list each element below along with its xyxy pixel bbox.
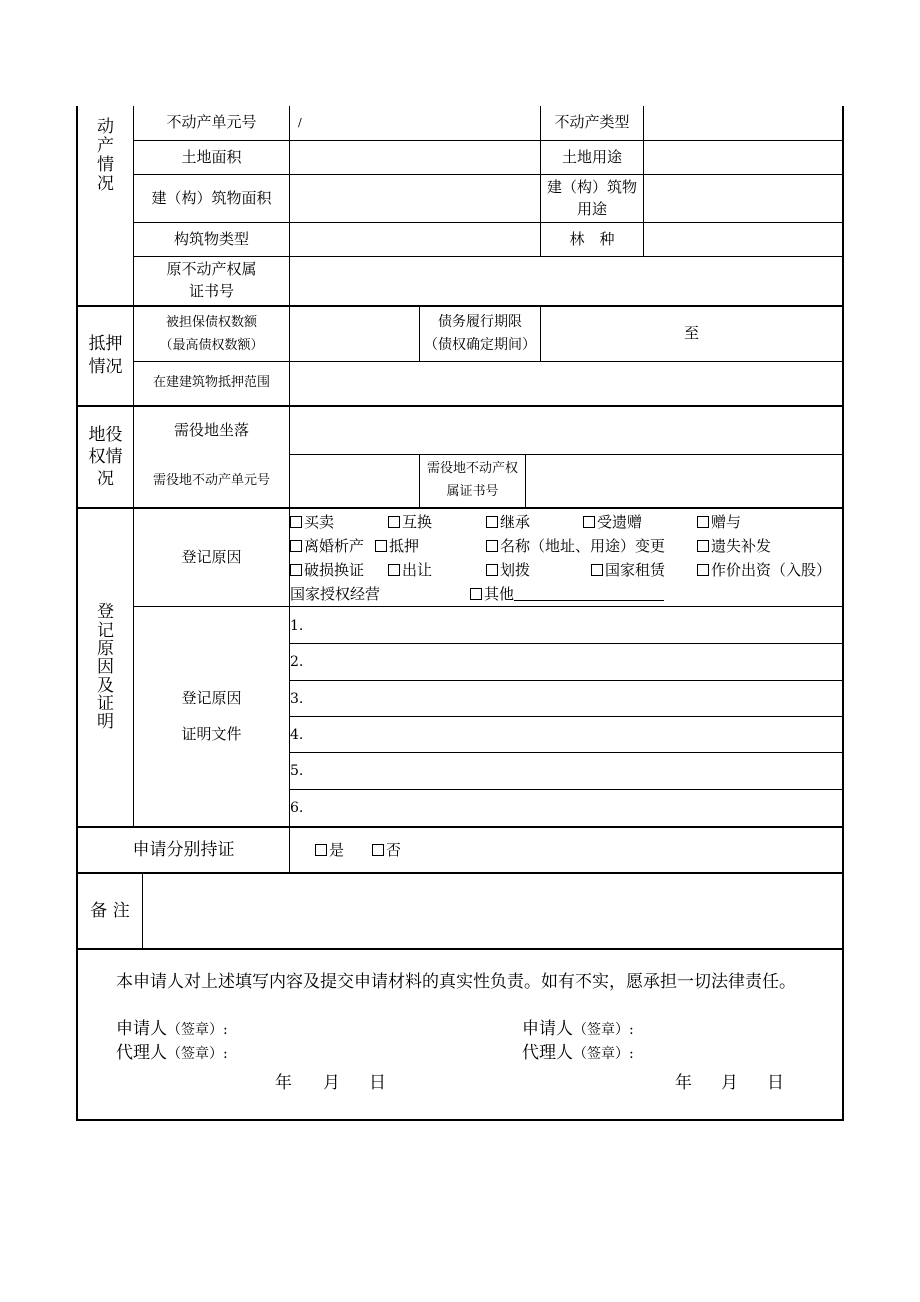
separate-cert-label: 申请分别持证	[132, 839, 235, 860]
mortgage-section-line: 情况	[88, 357, 123, 377]
reason-option-label: 作价出资（入股）	[711, 561, 832, 579]
reason-option-damaged-replace[interactable]	[290, 563, 364, 578]
reason-option-sale[interactable]	[290, 515, 334, 530]
agent-label: 代理人	[116, 1043, 167, 1063]
unit-no-value[interactable]: /	[298, 116, 302, 130]
reason-option-inheritance[interactable]	[486, 515, 530, 530]
orig-cert-line: 原不动产权属	[166, 260, 257, 279]
registration-reason-label: 登记原因	[181, 547, 242, 566]
other-reason-input[interactable]	[514, 588, 664, 601]
reason-option-label: 离婚析产	[304, 537, 365, 555]
reason-option-label: 买卖	[304, 513, 335, 531]
date-month-right: 月	[721, 1073, 738, 1093]
secured-amount-field[interactable]	[290, 307, 419, 361]
servient-cert-line: 需役地不动产权	[426, 461, 518, 477]
checkbox-icon[interactable]	[591, 564, 603, 576]
separate-cert-no[interactable]	[372, 843, 401, 858]
grid-line	[289, 716, 843, 717]
debt-period-to[interactable]: 至	[683, 324, 699, 343]
checkbox-icon[interactable]	[388, 564, 400, 576]
building-use-line: 建（构）筑物	[546, 177, 637, 196]
applicant-signature-left[interactable]	[116, 1021, 228, 1038]
reason-option-label: 国家授权经营	[290, 585, 381, 603]
construction-scope-field[interactable]	[290, 362, 842, 405]
grid-line	[289, 827, 290, 873]
reason-option-label: 互换	[402, 513, 433, 531]
grid-line	[289, 752, 843, 753]
reason-option-other[interactable]	[470, 587, 664, 602]
servient-unit-no-label: 需役地不动产单元号	[152, 472, 270, 488]
checkbox-icon[interactable]	[583, 516, 595, 528]
property-type-field[interactable]	[644, 106, 842, 140]
land-area-field[interactable]	[290, 141, 540, 174]
registration-docs-label	[134, 607, 289, 826]
unit-no-label: 不动产单元号	[166, 113, 257, 132]
reason-option-label: 划拨	[500, 561, 531, 579]
reason-option-label: 国家租赁	[605, 561, 666, 579]
grid-line	[289, 789, 843, 790]
reason-option-transfer[interactable]	[388, 563, 432, 578]
doc-row-number: 4.	[290, 727, 304, 743]
building-use-label	[541, 175, 643, 222]
land-use-label: 土地用途	[561, 147, 622, 166]
property-type-label: 不动产类型	[554, 113, 630, 132]
doc-row-number: 1.	[290, 618, 304, 634]
reason-option-label: 出让	[402, 561, 433, 579]
reason-option-label: 受遗赠	[597, 513, 643, 531]
easement-section-line: 地役	[88, 424, 123, 445]
building-use-line: 用途	[576, 199, 607, 218]
registration-section-char: 记	[97, 620, 114, 641]
property-section-label	[78, 106, 133, 206]
orig-cert-label	[134, 257, 289, 305]
date-day-left: 日	[369, 1073, 386, 1093]
sign-note: （签章）:	[167, 1046, 228, 1062]
registration-section-char: 证	[97, 694, 114, 715]
doc-row-number: 2.	[290, 654, 304, 670]
checkbox-icon[interactable]	[290, 564, 302, 576]
reason-option-label: 遗失补发	[711, 537, 772, 555]
agent-label: 代理人	[522, 1043, 573, 1063]
forest-type-field[interactable]	[644, 223, 842, 256]
checkbox-icon[interactable]	[315, 844, 327, 856]
property-section-char: 产	[97, 135, 114, 156]
reason-option-state-lease[interactable]	[591, 563, 665, 578]
sign-note: （签章）:	[167, 1022, 228, 1038]
debt-period-line: （债权确定期间）	[424, 337, 536, 353]
remarks-field[interactable]	[143, 874, 842, 948]
servient-location-field[interactable]	[290, 407, 842, 454]
mortgage-section-line: 抵押	[88, 334, 123, 355]
registration-docs-line: 登记原因	[181, 689, 242, 708]
separate-cert-yes-label: 是	[329, 841, 345, 859]
reason-option-capital-contribution[interactable]	[697, 563, 831, 578]
structure-type-label: 构筑物类型	[173, 229, 249, 248]
checkbox-icon[interactable]	[470, 588, 482, 600]
registration-section-char: 登	[97, 602, 114, 623]
checkbox-icon[interactable]	[388, 516, 400, 528]
checkbox-icon[interactable]	[486, 564, 498, 576]
land-area-label: 土地面积	[181, 147, 242, 166]
property-section-char: 情	[97, 155, 114, 175]
orig-cert-field[interactable]	[290, 257, 842, 305]
checkbox-icon[interactable]	[290, 540, 302, 552]
grid-line	[289, 680, 843, 681]
reason-option-lost-reissue[interactable]	[697, 539, 771, 554]
easement-section-line: 况	[97, 469, 114, 490]
reason-option-name-change[interactable]	[486, 539, 665, 554]
sign-note: （签章）:	[573, 1022, 634, 1038]
form-right-border	[842, 106, 844, 1121]
registration-section-label	[78, 509, 133, 826]
reason-option-label: 赠与	[711, 513, 742, 531]
separate-cert-no-label: 否	[386, 841, 402, 859]
land-use-field[interactable]	[644, 141, 842, 174]
checkbox-icon[interactable]	[486, 540, 498, 552]
mortgage-section-label	[78, 307, 133, 405]
servient-cert-field[interactable]	[526, 455, 842, 507]
reason-option-bequest[interactable]	[583, 515, 642, 530]
checkbox-icon[interactable]	[372, 844, 384, 856]
declaration-statement: 本申请人对上述填写内容及提交申请材料的真实性负责。如有不实，愿承担一切法律责任。	[116, 972, 796, 992]
reason-option-exchange[interactable]	[388, 515, 432, 530]
building-area-field[interactable]	[290, 175, 540, 222]
sign-note: （签章）:	[573, 1046, 634, 1062]
doc-row-number: 6.	[290, 800, 304, 816]
checkbox-icon[interactable]	[486, 516, 498, 528]
building-use-field[interactable]	[644, 175, 842, 222]
registration-section-char: 原	[97, 638, 114, 659]
doc-row-number: 3.	[290, 691, 304, 707]
reason-option-label: 继承	[500, 513, 531, 531]
servient-unit-no-field[interactable]	[290, 455, 419, 507]
secured-amount-line: （最高债权数额）	[159, 338, 264, 353]
reason-option-label: 其他	[484, 585, 515, 603]
registration-docs-line: 证明文件	[181, 724, 242, 743]
registration-section-char: 及	[97, 675, 114, 696]
reason-option-label: 抵押	[389, 537, 420, 555]
easement-section-label	[78, 407, 133, 507]
form-bottom-border	[76, 1119, 844, 1121]
remarks-label: 备 注	[90, 900, 130, 921]
orig-cert-line: 证书号	[188, 282, 234, 300]
checkbox-icon[interactable]	[697, 540, 709, 552]
checkbox-icon[interactable]	[290, 516, 302, 528]
grid-line	[289, 643, 843, 644]
secured-amount-label	[134, 307, 289, 361]
construction-scope-label: 在建建筑物抵押范围	[152, 375, 270, 391]
debt-period-line: 债务履行期限	[438, 313, 522, 330]
property-section-char: 况	[97, 174, 114, 195]
easement-section-line: 权情	[88, 446, 123, 467]
secured-amount-line: 被担保债权数额	[165, 314, 257, 330]
checkbox-icon[interactable]	[697, 516, 709, 528]
reason-option-divorce[interactable]	[290, 539, 364, 554]
applicant-label: 申请人	[116, 1019, 167, 1039]
agent-signature-left[interactable]	[116, 1045, 228, 1062]
doc-row-number: 5.	[290, 763, 304, 779]
forest-type-label: 林 种	[569, 229, 615, 248]
date-month-left: 月	[323, 1073, 340, 1093]
separate-cert-yes[interactable]	[315, 843, 344, 858]
reason-option-allocation[interactable]	[486, 563, 530, 578]
checkbox-icon[interactable]	[697, 564, 709, 576]
reason-option-state-authorized	[290, 587, 380, 602]
applicant-signature-right[interactable]	[522, 1021, 634, 1038]
reason-option-label: 破损换证	[304, 561, 365, 579]
servient-cert-label	[420, 455, 525, 507]
checkbox-icon[interactable]	[375, 540, 387, 552]
applicant-label: 申请人	[522, 1019, 573, 1039]
date-year-left: 年	[275, 1073, 292, 1093]
registration-section-char: 因	[97, 657, 114, 678]
debt-period-label	[420, 307, 540, 361]
building-area-label: 建（构）筑物面积	[151, 188, 272, 207]
reason-option-mortgage[interactable]	[375, 539, 419, 554]
date-year-right: 年	[675, 1073, 692, 1093]
date-day-right: 日	[767, 1073, 784, 1093]
registration-section-char: 明	[97, 712, 114, 733]
property-section-char: 动	[97, 116, 114, 137]
reason-option-gift[interactable]	[697, 515, 741, 530]
reason-option-label: 名称（地址、用途）变更	[500, 537, 666, 555]
agent-signature-right[interactable]	[522, 1045, 634, 1062]
structure-type-field[interactable]	[290, 223, 540, 256]
divider-remarks-declaration	[76, 948, 844, 950]
servient-cert-line: 属证书号	[446, 484, 499, 499]
servient-location-label: 需役地坐落	[173, 420, 249, 439]
